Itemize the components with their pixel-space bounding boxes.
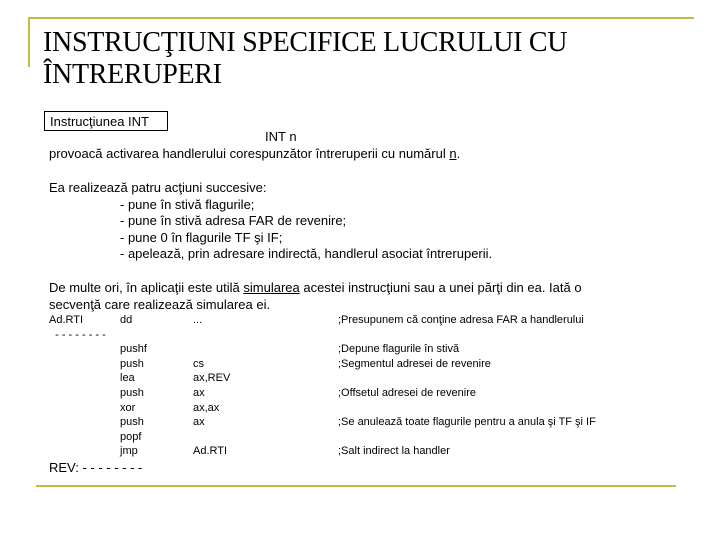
code-operand: Ad.RTI [193,445,228,458]
code-instr: lea [120,372,135,385]
action-item: - pune în stivă adresa FAR de revenire; [120,213,347,228]
int-description [49,146,460,162]
action-item: - pune 0 în flagurile TF şi IF; [120,230,283,245]
code-comment: ;Offsetul adresei de revenire [338,387,476,399]
code-operand: cs [193,357,204,370]
frame-top-line [28,17,694,19]
code-operand: ... [193,314,203,326]
code-instr: dd [120,314,133,326]
desc-text: provoacă activarea handlerului corespunzător întreruperii cu numărul [49,146,450,161]
desc-n: n [449,146,457,161]
slide-title: INSTRUCŢIUNI SPECIFICE LUCRULUI CU ÎNTRERUPERI [43,27,568,90]
code-instr: popf [120,430,142,443]
frame-left-line [28,17,30,67]
code-instr: push [120,416,144,429]
code-instr: push [120,357,144,370]
code-operand: ax [193,387,205,399]
action-item: - apelează, prin adresare indirectă, handlerul asociat întreruperii. [120,246,493,261]
code-comment: ;Presupunem că conţine adresa FAR a handlerului [338,314,584,326]
code-instr: pushf [120,343,147,356]
code-operand: ax [193,416,205,429]
action-item: - pune în stivă flagurile; [120,197,255,212]
code-comment: ;Salt indirect la handler [338,445,450,458]
code-comment: ;Depune flagurile în stivă [338,343,460,356]
code-instr: jmp [120,445,138,458]
frame-bottom-line [36,485,676,487]
simulation-text-line1 [49,280,582,296]
simulation-text-line2: secvenţă care realizează simularea ei. [49,297,271,312]
section-label: Instrucţiunea INT [44,111,168,131]
code-operand: ax,REV [193,372,231,385]
code-instr: xor [120,401,136,414]
code-instr: push [120,387,144,399]
code-label: Ad.RTI [49,314,84,326]
rev-label: REV: - - - - - - - - [49,460,143,475]
code-separator: - - - - - - - - [49,328,106,341]
code-comment: ;Segmentul adresei de revenire [338,357,491,370]
sim-underlined: simularea [243,280,300,295]
desc-end: . [456,146,461,161]
actions-intro: Ea realizează patru acţiuni succesive: [49,180,267,195]
sim-text: De multe ori, în aplicaţii este utilă [49,280,244,295]
sim-text-end: acestei instrucţiuni sau a unei părţi din ea. Iată o [299,280,582,295]
code-comment: ;Se anulează toate flagurile pentru a anula şi TF şi IF [338,416,596,429]
int-syntax: INT n [265,129,297,144]
code-operand: ax,ax [193,401,220,414]
